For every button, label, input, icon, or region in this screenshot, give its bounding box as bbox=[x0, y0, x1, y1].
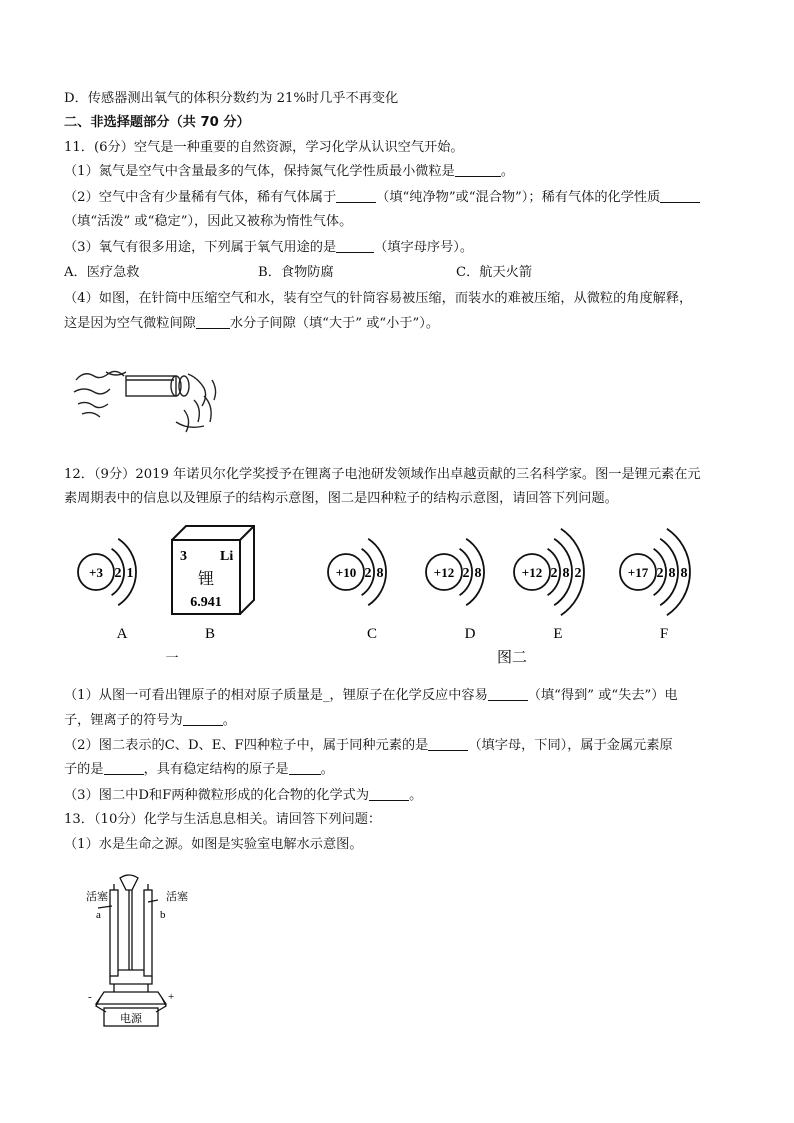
shell-electron-count: 2 bbox=[364, 566, 372, 581]
q11-part4-cont bbox=[64, 315, 439, 333]
q12-part2-cont bbox=[64, 761, 334, 779]
q13-part1: （1）水是生命之源。如图是实验室电解水示意图。 bbox=[64, 837, 363, 852]
tube-b-label: b bbox=[160, 909, 166, 921]
shell-electron-count: 8 bbox=[680, 566, 688, 581]
q11-part1-text: （1）氮气是空气中含量最多的气体，保持氮气化学性质最小微粒是 bbox=[64, 164, 455, 179]
answer-blank[interactable] bbox=[289, 762, 321, 775]
q12-part2-text: （2）图二表示的C、D、E、F四种粒子中，属于同种元素的是 bbox=[64, 738, 429, 753]
shell-electron-count: 8 bbox=[474, 566, 482, 581]
atom-a bbox=[78, 539, 136, 642]
left-valve-label: 活塞 bbox=[86, 891, 108, 903]
answer-blank[interactable] bbox=[369, 788, 409, 801]
electrolysis-figure bbox=[86, 866, 216, 1032]
atom-structure-figure bbox=[60, 520, 740, 670]
q11-option-c: C．航天火箭 bbox=[456, 265, 533, 280]
nucleus-charge: +17 bbox=[627, 565, 649, 580]
q12-part2-mid: （填字母，下同），属于金属元素原 bbox=[468, 738, 673, 753]
q11-part1-end: 。 bbox=[500, 164, 515, 179]
q12-part2 bbox=[64, 737, 673, 755]
answer-blank[interactable] bbox=[660, 190, 700, 203]
q12-stem-line1: 12．（9分）2019 年诺贝尔化学奖授予在锂离子电池研发领域作出卓越贡献的三名科学家。图一是锂元素在元 bbox=[64, 467, 701, 482]
shell-electron-count: 2 bbox=[114, 566, 122, 581]
right-valve-label: 活塞 bbox=[166, 891, 188, 903]
q11-part2-text: （2）空气中含有少量稀有气体，稀有气体属于 bbox=[64, 190, 337, 205]
shell-electron-count: 1 bbox=[126, 566, 134, 581]
figure-two-label: 图二 bbox=[496, 650, 528, 666]
shell-electron-count: 8 bbox=[668, 566, 676, 581]
q12-part1-cont bbox=[64, 712, 236, 730]
q12-part3-end: 。 bbox=[409, 788, 423, 803]
nucleus-charge: +3 bbox=[89, 565, 103, 580]
answer-blank[interactable] bbox=[336, 190, 376, 203]
shell-electron-count: 2 bbox=[656, 566, 664, 581]
nucleus-charge: +10 bbox=[335, 565, 357, 580]
nucleus-charge: +12 bbox=[521, 565, 543, 580]
q11-part1 bbox=[64, 163, 514, 181]
q12-stem-line2: 素周期表中的信息以及锂原子的结构示意图，图二是四种粒子的结构示意图，请回答下列问题。 bbox=[64, 491, 618, 506]
q12-part1 bbox=[64, 687, 678, 705]
element-name: 锂 bbox=[197, 571, 215, 588]
option-d: D．传感器测出氧气的体积分数约为 21%时几乎不再变化 bbox=[64, 91, 399, 106]
q12-part1-end: 。 bbox=[222, 713, 236, 728]
answer-blank[interactable] bbox=[104, 762, 144, 775]
answer-blank[interactable] bbox=[455, 164, 501, 177]
atom-label: F bbox=[659, 626, 669, 642]
q12-part3-text: （3）图二中D和F两种微粒形成的化合物的化学式为 bbox=[64, 788, 370, 803]
element-number: 3 bbox=[180, 549, 187, 564]
q11-part2 bbox=[64, 189, 700, 207]
q12-part3 bbox=[64, 787, 422, 805]
atom-c bbox=[328, 539, 386, 642]
atom-label: D bbox=[464, 626, 476, 642]
answer-blank[interactable] bbox=[428, 738, 468, 751]
atom-label: E bbox=[553, 626, 563, 642]
q11-option-a: A．医疗急救 bbox=[64, 265, 140, 280]
figure-one-label: 一 bbox=[165, 650, 179, 665]
shell-electron-count: 8 bbox=[562, 566, 570, 581]
element-symbol: Li bbox=[220, 549, 234, 564]
q11-part3-end: （填字母序号）。 bbox=[374, 240, 474, 255]
q11-part2-mid: （填“纯净物”或“混合物”）；稀有气体的化学性质 bbox=[376, 190, 661, 205]
answer-blank[interactable] bbox=[336, 240, 374, 253]
syringe-figure bbox=[66, 350, 236, 440]
shell-electron-count: 2 bbox=[462, 566, 470, 581]
q12-part1-text2: 子，锂离子的符号为 bbox=[64, 713, 183, 728]
q12-part1-text: （1）从图一可看出锂原子的相对原子质量是_，锂原子在化学反应中容易 bbox=[64, 688, 488, 703]
q11-part4: （4）如图，在针筒中压缩空气和水，装有空气的针筒容易被压缩，而装水的难被压缩，从微粒的角度解释， bbox=[64, 291, 693, 306]
q12-part1-mid: （填“得到” 或“失去”）电 bbox=[527, 688, 678, 703]
q11-option-b: B．食物防腐 bbox=[258, 265, 334, 280]
q12-part2-end: 。 bbox=[320, 762, 334, 777]
q11-part4-text: 这是因为空气微粒间隙 bbox=[64, 316, 196, 331]
plus-label: + bbox=[168, 991, 175, 1003]
answer-blank[interactable] bbox=[183, 713, 223, 726]
q13-stem: 13．（10分）化学与生活息息相关。请回答下列问题： bbox=[64, 812, 382, 827]
tube-a-label: a bbox=[96, 909, 101, 921]
q12-part2-mid2: ，具有稳定结构的原子是 bbox=[143, 762, 289, 777]
power-label: 电源 bbox=[120, 1013, 142, 1025]
q11-part3-text: （3）氧气有很多用途，下列属于氧气用途的是 bbox=[64, 240, 337, 255]
answer-blank[interactable] bbox=[196, 316, 230, 329]
atom-d bbox=[426, 539, 484, 642]
section-heading: 二、非选择题部分（共 70 分） bbox=[64, 115, 250, 130]
atom-label: C bbox=[366, 626, 378, 642]
atom-f bbox=[620, 529, 690, 642]
atom-e bbox=[514, 529, 584, 642]
q11-part2-cont: （填“活泼” 或“稳定”），因此又被称为惰性气体。 bbox=[64, 214, 353, 229]
label-b: B bbox=[204, 626, 216, 642]
nucleus-charge: +12 bbox=[433, 565, 455, 580]
answer-blank[interactable] bbox=[488, 688, 528, 701]
q11-part4-end: 水分子间隙（填“大于” 或“小于”）。 bbox=[229, 316, 440, 331]
atom-label: A bbox=[116, 626, 128, 642]
q11-part3 bbox=[64, 239, 473, 257]
atom-diagrams bbox=[78, 529, 690, 642]
shell-electron-count: 2 bbox=[574, 566, 582, 581]
minus-label: - bbox=[88, 991, 92, 1003]
shell-electron-count: 8 bbox=[376, 566, 384, 581]
q12-part2-text2: 子的是 bbox=[64, 762, 104, 777]
q11-stem: 11．(6分）空气是一种重要的自然资源，学习化学从认识空气开始。 bbox=[64, 140, 464, 155]
shell-electron-count: 2 bbox=[550, 566, 558, 581]
element-mass: 6.941 bbox=[190, 595, 222, 610]
